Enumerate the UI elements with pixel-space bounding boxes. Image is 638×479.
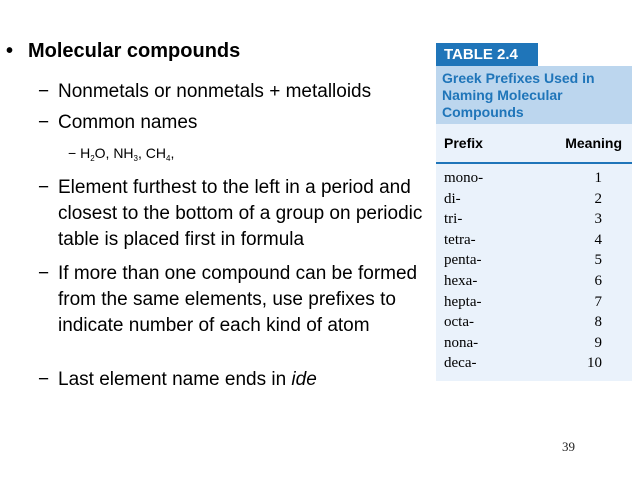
main-bullet bbox=[6, 40, 240, 63]
item-common-names-text: Common names bbox=[58, 112, 198, 133]
formula-text: $H_2O$, $NH_3$, $CH_4$, bbox=[80, 145, 175, 163]
table-row bbox=[436, 353, 632, 374]
table-row bbox=[436, 292, 632, 313]
table-caption: Greek Prefixes Used in Naming Molecular Compounds bbox=[436, 66, 632, 124]
prefix-cell: tri- bbox=[444, 211, 463, 228]
table-row bbox=[436, 209, 632, 230]
dash-symbol: − bbox=[38, 81, 50, 102]
table-header-row bbox=[436, 124, 632, 164]
meaning-cell: 2 bbox=[594, 190, 602, 207]
prefix-cell: hepta- bbox=[444, 293, 482, 310]
meaning-cell: 5 bbox=[594, 252, 602, 269]
dash-item-element-rule bbox=[38, 175, 426, 253]
table-row bbox=[436, 168, 632, 189]
meaning-cell: 9 bbox=[594, 334, 602, 351]
prefix-table bbox=[436, 43, 632, 381]
prefix-cell: penta- bbox=[444, 252, 482, 269]
sub-dash: − bbox=[68, 145, 77, 161]
meaning-cell: 6 bbox=[594, 272, 602, 289]
page-number: 39 bbox=[562, 439, 575, 454]
dash-symbol: − bbox=[38, 369, 50, 390]
item-last-element-text: Last element name ends in ide bbox=[58, 369, 317, 390]
dash-symbol: − bbox=[38, 112, 50, 133]
meaning-cell: 1 bbox=[594, 170, 602, 186]
prefix-cell: di- bbox=[444, 190, 461, 207]
prefix-cell: tetra- bbox=[444, 231, 476, 248]
meaning-cell: 7 bbox=[594, 293, 602, 310]
formula-examples bbox=[68, 145, 174, 163]
table-rows bbox=[436, 168, 632, 374]
dash-item-common-names bbox=[38, 110, 418, 136]
dash-item-prefix-rule bbox=[38, 261, 426, 339]
prefix-cell: hexa- bbox=[444, 272, 478, 289]
table-row bbox=[436, 189, 632, 210]
slide-heading: Molecular compounds bbox=[28, 40, 241, 62]
meaning-cell: 3 bbox=[594, 211, 602, 228]
prefix-cell: octa- bbox=[444, 314, 474, 331]
table-body bbox=[436, 124, 632, 381]
meaning-cell: 8 bbox=[594, 314, 602, 331]
table-title: TABLE 2.4 bbox=[436, 43, 538, 66]
dash-symbol: − bbox=[38, 263, 50, 284]
item-element-rule-text: Element furthest to the left in a period and closest to the bottom of a group on periodic table is placed first in formula bbox=[58, 177, 423, 250]
table-row bbox=[436, 271, 632, 292]
prefix-cell: deca- bbox=[444, 355, 477, 372]
dash-symbol: − bbox=[38, 177, 50, 198]
prefix-cell: nona- bbox=[444, 334, 479, 351]
table-row bbox=[436, 312, 632, 333]
meaning-cell: 10 bbox=[587, 355, 602, 372]
table-row bbox=[436, 333, 632, 354]
table-row bbox=[436, 250, 632, 271]
ide-emphasis: ide bbox=[291, 369, 317, 390]
meaning-cell: 4 bbox=[594, 231, 602, 248]
bullet-dot: • bbox=[6, 40, 14, 62]
dash-item-last-element bbox=[38, 367, 418, 393]
table-row bbox=[436, 230, 632, 251]
column-header-meaning: Meaning bbox=[565, 135, 622, 151]
item-nonmetals-text: Nonmetals or nonmetals + metalloids bbox=[58, 81, 372, 102]
item-prefix-rule-text: If more than one compound can be formed from the same elements, use prefixes to indicate number of each kind of atom bbox=[58, 263, 418, 336]
column-header-prefix: Prefix bbox=[444, 135, 483, 151]
dash-item-nonmetals bbox=[38, 79, 418, 105]
prefix-cell: mono- bbox=[444, 170, 484, 186]
